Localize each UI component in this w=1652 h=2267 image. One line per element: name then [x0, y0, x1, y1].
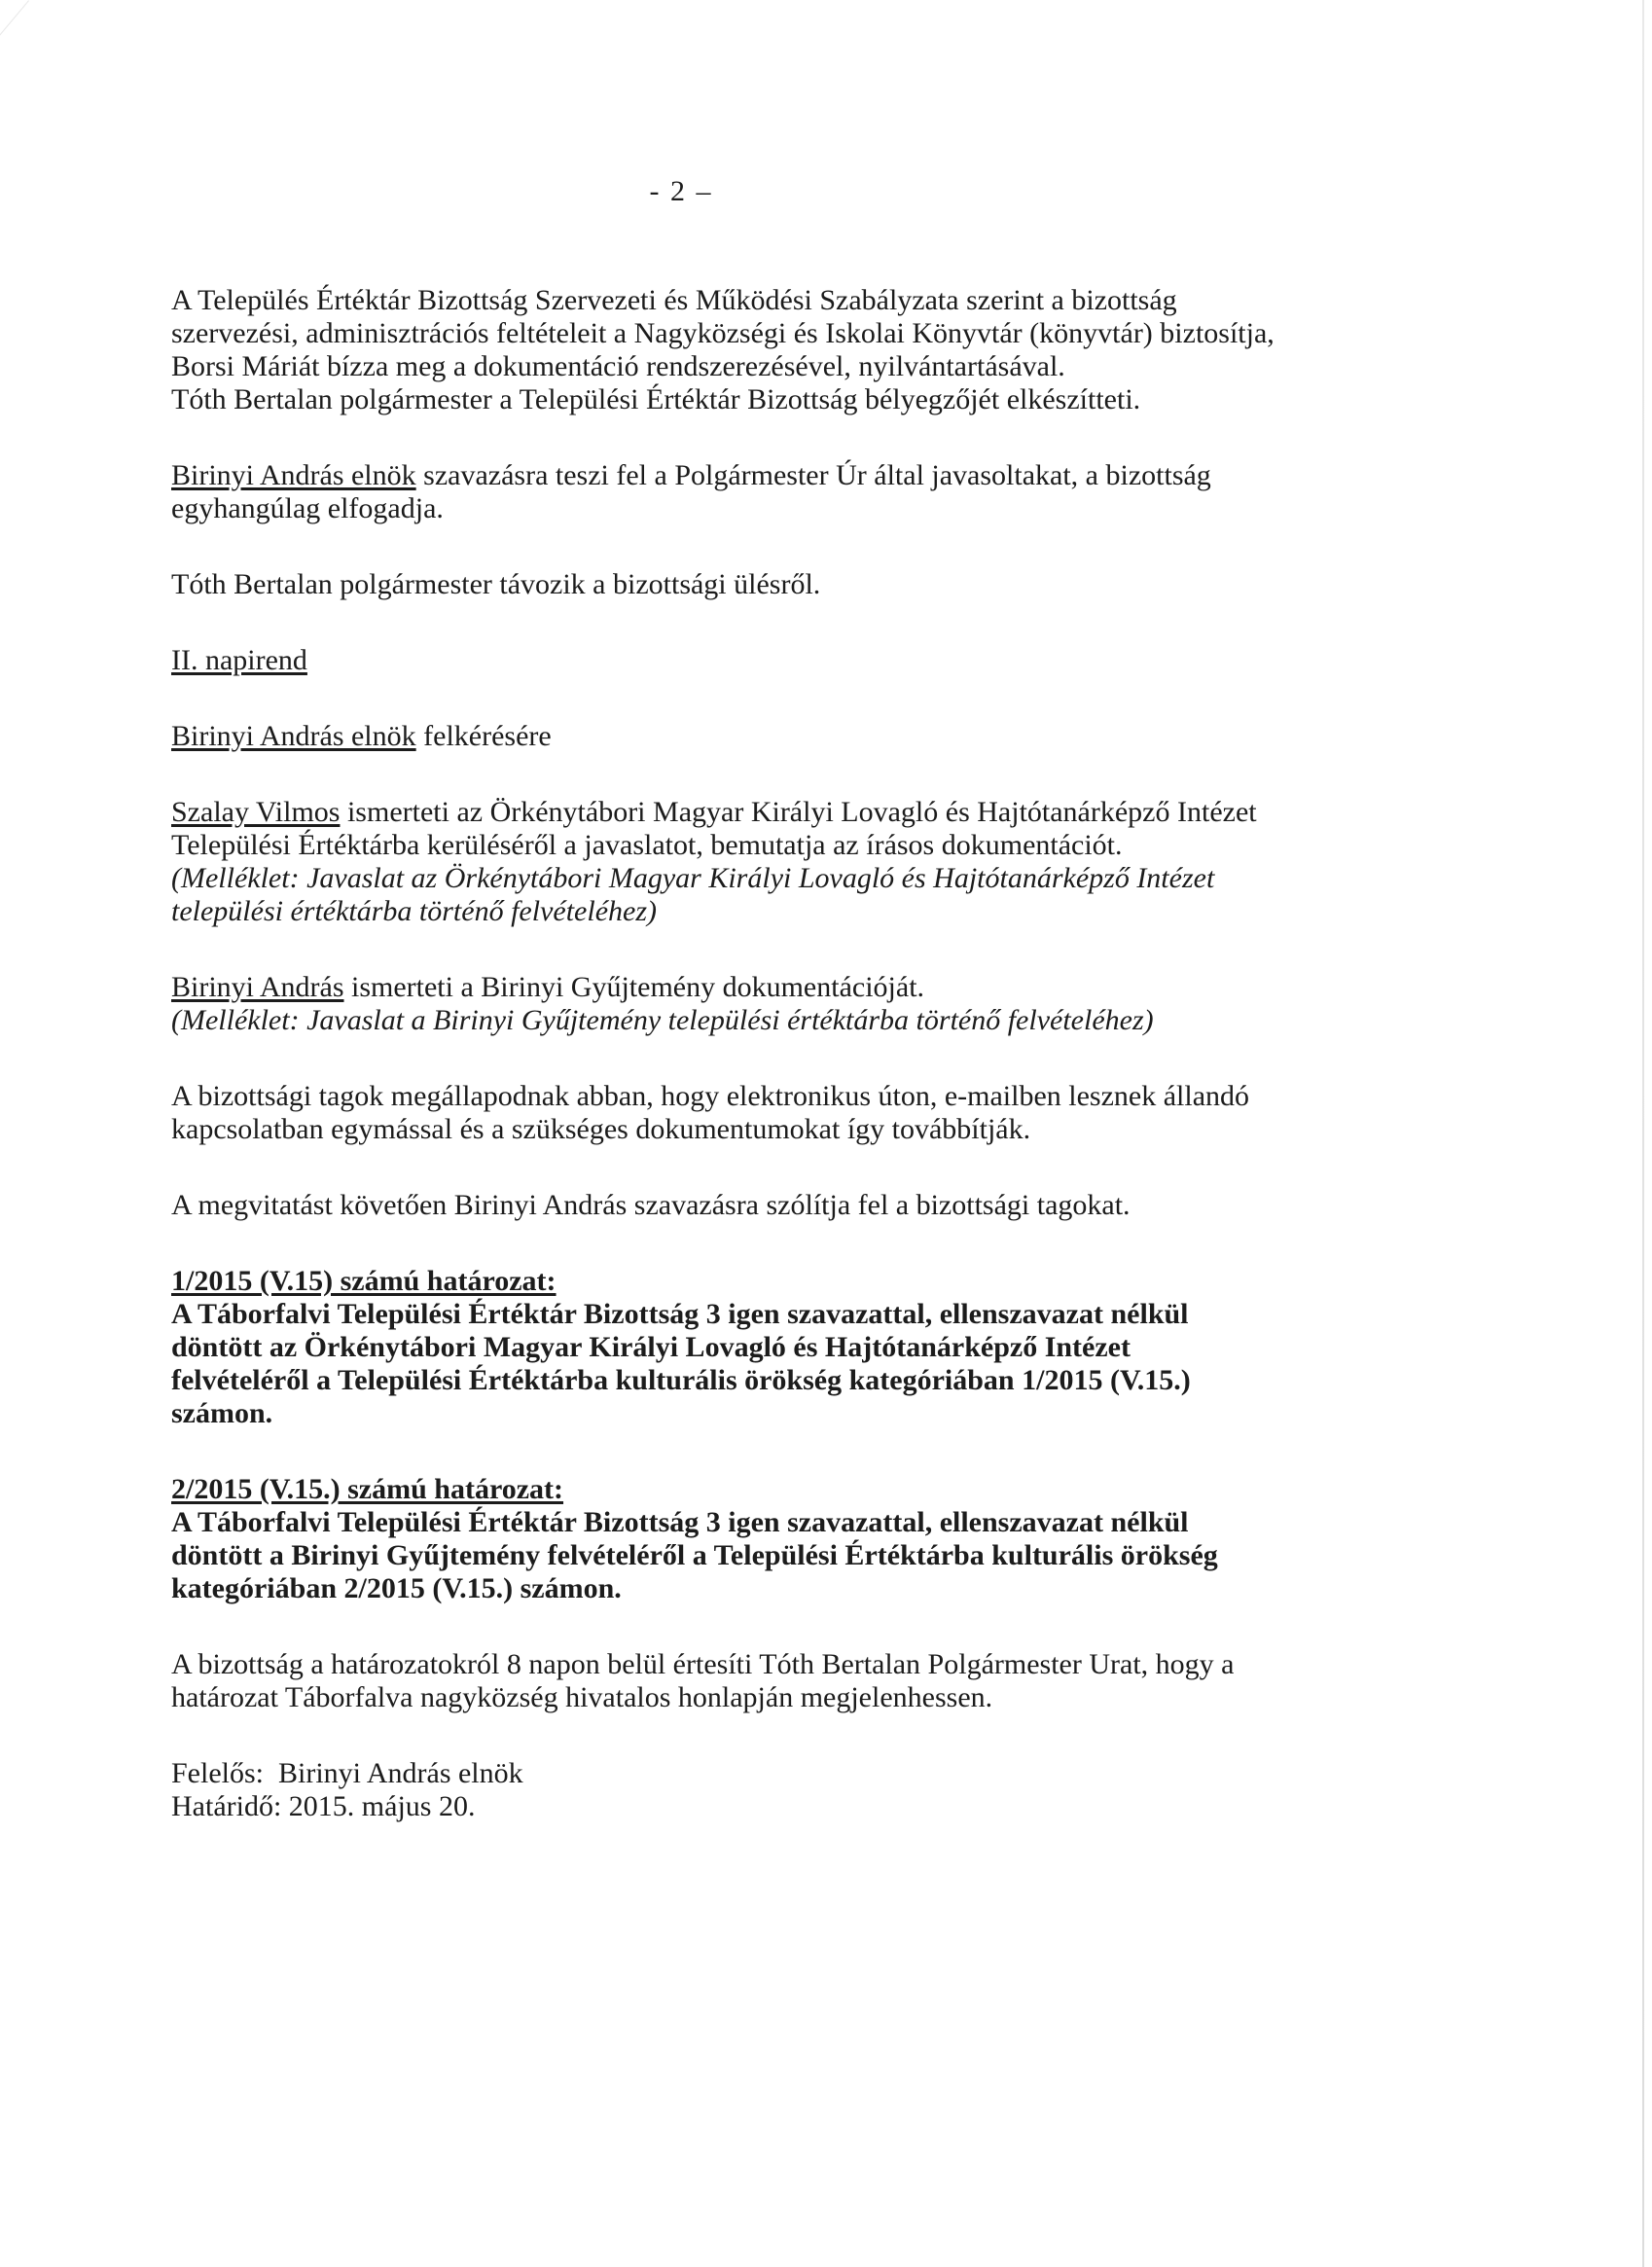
responsible-value: Birinyi András elnök [278, 1757, 523, 1789]
agenda-heading-text: II. napirend [171, 644, 307, 676]
resolution-line: kategóriában 2/2015 (V.15.) számon. [171, 1572, 622, 1604]
text-fragment: ismerteti a Birinyi Gyűjtemény dokumentációját. [343, 971, 925, 1003]
paragraph-request [171, 720, 1397, 753]
resolution-line: döntött az Örkénytábori Magyar Királyi Lovagló és Hajtótanárképző Intézet [171, 1331, 1131, 1363]
text-line: A bizottsági tagok megállapodnak abban, hogy elektronikus úton, e-mailben lesznek állandó [171, 1080, 1250, 1112]
paragraph-vote-start [171, 1189, 1397, 1222]
responsibility-block [171, 1757, 1397, 1823]
text-fragment: ismerteti az Örkénytábori Magyar Királyi Lovagló és Hajtótanárképző Intézet [340, 796, 1257, 828]
paragraph-szalay [171, 796, 1397, 928]
resolution-2 [171, 1473, 1397, 1605]
presenter-name: Szalay Vilmos [171, 796, 341, 828]
resolution-title: 1/2015 (V.15) számú határozat: [171, 1265, 557, 1297]
resolution-line: döntött a Birinyi Gyűjtemény felvételéről a Települési Értéktárba kulturális örökség [171, 1539, 1218, 1571]
text-line [171, 459, 1397, 492]
text-line: A Település Értéktár Bizottság Szervezeti és Működési Szabályzata szerint a bizottság [171, 284, 1177, 316]
presenter-name: Birinyi András [171, 971, 344, 1003]
scan-edge [1642, 0, 1644, 2267]
text-line [171, 971, 1397, 1004]
resolution-line: A Táborfalvi Települési Értéktár Bizottság 3 igen szavazattal, ellenszavazat nélkül [171, 1506, 1189, 1538]
text-line: Tóth Bertalan polgármester a Települési Értéktár Bizottság bélyegzőjét elkészítteti. [171, 383, 1141, 415]
responsible-line [171, 1757, 1397, 1790]
text-line: A bizottság a határozatokról 8 napon belül értesíti Tóth Bertalan Polgármester Urat, hogy a [171, 1648, 1235, 1680]
scan-mark [0, 0, 74, 76]
paragraph-notification [171, 1648, 1397, 1714]
text-line: A megvitatást követően Birinyi András szavazásra szólítja fel a bizottsági tagokat. [171, 1189, 1131, 1221]
deadline-line [171, 1790, 1397, 1823]
paragraph-email-agreement [171, 1080, 1397, 1146]
text-line: szervezési, adminisztrációs feltételeit a Nagyközségi és Iskolai Könyvtár (könyvtár) biztosítja, [171, 317, 1275, 349]
responsible-label: Felelős: [171, 1757, 264, 1789]
attachment-note: (Melléklet: Javaslat az Örkénytábori Magyar Királyi Lovagló és Hajtótanárképző Intézet [171, 862, 1215, 894]
resolution-line: felvételéről a Települési Értéktárba kulturális örökség kategóriában 1/2015 (V.15.) [171, 1364, 1191, 1396]
resolution-line: számon. [171, 1397, 273, 1429]
text-line [171, 796, 1397, 829]
paragraph-birinyi-collection [171, 971, 1397, 1037]
chairman-name: Birinyi András elnök [171, 459, 416, 491]
attachment-note: települési értéktárba történő felvételéhez) [171, 895, 657, 927]
text-line: Tóth Bertalan polgármester távozik a bizottsági ülésről. [171, 568, 821, 600]
paragraph-mayor-leaves [171, 568, 1397, 601]
paragraph-vote-call [171, 459, 1397, 525]
paragraph-secretariat [171, 284, 1397, 416]
deadline-value: 2015. május 20. [288, 1790, 476, 1822]
resolution-line: A Táborfalvi Települési Értéktár Bizottság 3 igen szavazattal, ellenszavazat nélkül [171, 1298, 1189, 1330]
text-line: Települési Értéktárba kerüléséről a javaslatot, bemutatja az írásos dokumentációt. [171, 829, 1123, 861]
text-fragment: szavazásra teszi fel a Polgármester Úr által javasoltakat, a bizottság [415, 459, 1211, 491]
document-body [171, 284, 1397, 1853]
agenda-heading [171, 644, 1397, 677]
text-line: kapcsolatban egymással és a szükséges dokumentumokat így továbbítják. [171, 1113, 1031, 1145]
text-line: Borsi Máriát bízza meg a dokumentáció rendszerezésével, nyilvántartásával. [171, 350, 1065, 382]
resolution-1 [171, 1265, 1397, 1430]
text-line [171, 720, 1397, 753]
resolution-title: 2/2015 (V.15.) számú határozat: [171, 1473, 564, 1505]
text-line: egyhangúlag elfogadja. [171, 492, 444, 524]
chairman-name: Birinyi András elnök [171, 720, 416, 752]
text-line: határozat Táborfalva nagyközség hivatalos honlapján megjelenhessen. [171, 1681, 993, 1713]
attachment-note: (Melléklet: Javaslat a Birinyi Gyűjtemény települési értéktárba történő felvételéhez) [171, 1004, 1154, 1036]
text-fragment: felkérésére [415, 720, 552, 752]
page-number: - 2 – [649, 175, 713, 207]
deadline-label: Határidő: [171, 1790, 282, 1822]
